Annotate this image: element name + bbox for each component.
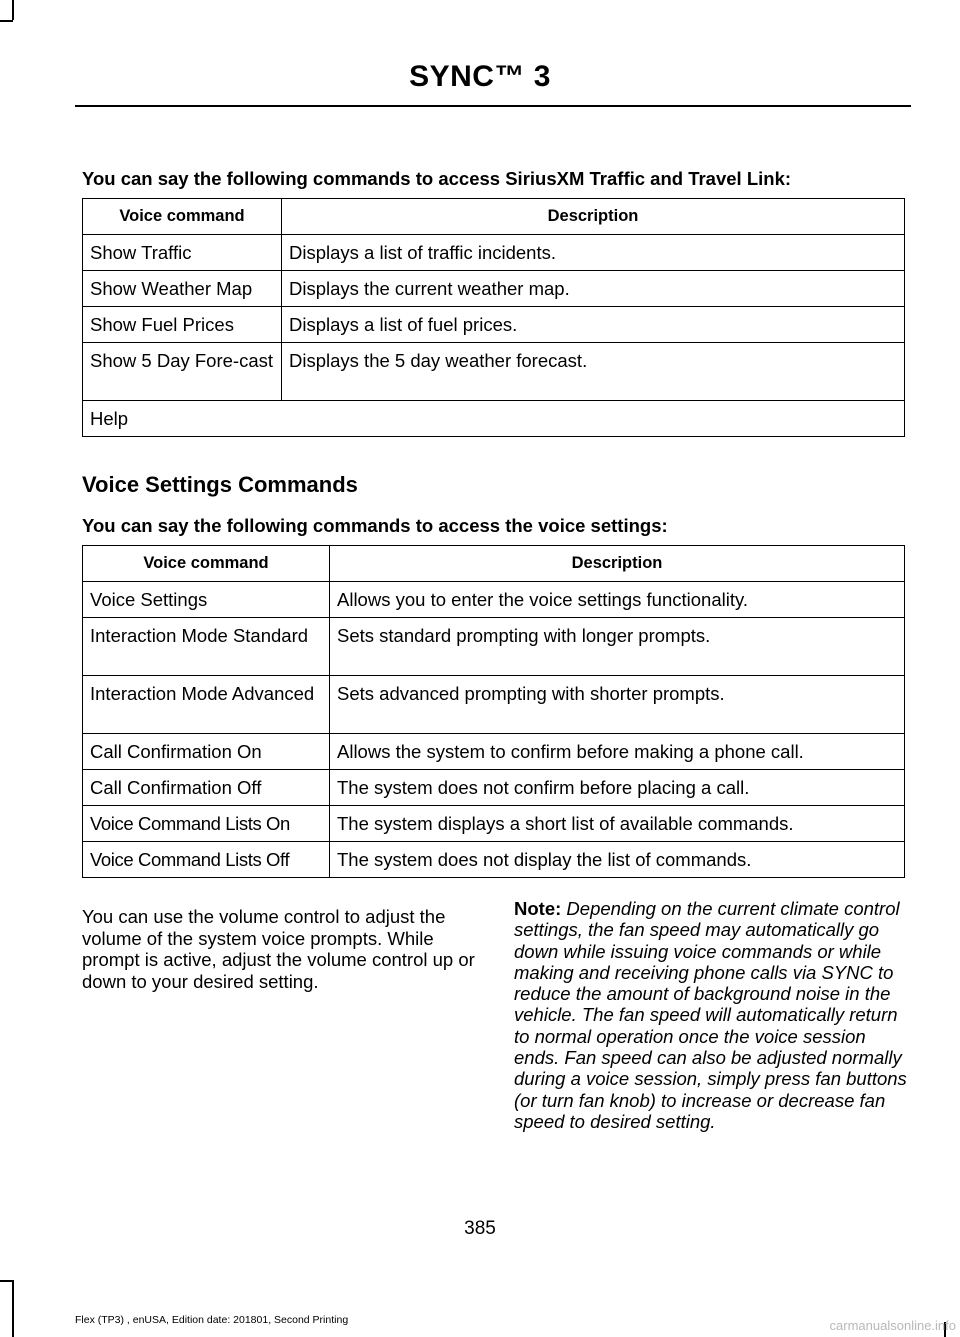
fan-speed-note (514, 898, 908, 1132)
description-cell: Displays a list of fuel prices. (282, 307, 905, 343)
description-cell: Displays the current weather map. (282, 271, 905, 307)
description-cell: The system displays a short list of available commands. (330, 806, 905, 842)
voice-settings-intro-text: You can say the following commands to access the voice settings: (82, 515, 668, 536)
traffic-intro-text: You can say the following commands to access SiriusXM Traffic and Travel Link: (82, 168, 792, 189)
table-row (83, 618, 905, 676)
table-row (83, 842, 905, 878)
table-header-row (83, 199, 905, 235)
voice-command-cell: Call Confirmation Off (83, 770, 330, 806)
section-title-voice-settings: Voice Settings Commands (82, 472, 358, 497)
voice-command-cell: Voice Settings (83, 582, 330, 618)
edition-footer: Flex (TP3) , enUSA, Edition date: 201801, Second Printing (75, 1314, 349, 1326)
table-row (83, 343, 905, 401)
header-divider (75, 105, 911, 107)
note-label: Note: (514, 898, 562, 919)
column-header-description: Description (330, 546, 905, 582)
description-cell: Allows you to enter the voice settings functionality. (330, 582, 905, 618)
description-cell: Allows the system to confirm before making a phone call. (330, 734, 905, 770)
voice-command-cell: Call Confirmation On (83, 734, 330, 770)
crop-mark-bottom-left-h (0, 1280, 13, 1282)
table-row (83, 806, 905, 842)
voice-command-cell: Interaction Mode Advanced (83, 676, 330, 734)
page-header-title: SYNC™ 3 (409, 60, 551, 93)
voice-command-cell: Interaction Mode Standard (83, 618, 330, 676)
voice-command-cell: Voice Command Lists On (83, 806, 330, 842)
crop-mark-bottom-left (12, 1280, 14, 1337)
table-row (83, 271, 905, 307)
description-cell: Sets advanced prompting with shorter prompts. (330, 676, 905, 734)
column-header-description: Description (282, 199, 905, 235)
table-row (83, 235, 905, 271)
table-row (83, 770, 905, 806)
voice-settings-commands-table (82, 545, 905, 878)
help-command-cell: Help (83, 401, 905, 437)
page-number: 385 (464, 1218, 496, 1239)
description-cell: The system does not confirm before placing a call. (330, 770, 905, 806)
description-cell: Sets standard prompting with longer prompts. (330, 618, 905, 676)
voice-command-cell: Show Weather Map (83, 271, 282, 307)
voice-command-cell: Voice Command Lists Off (83, 842, 330, 878)
traffic-commands-table (82, 198, 905, 437)
note-text: Depending on the current climate control settings, the fan speed may automatically go down while issuing voice commands or while making and receiving phone calls via SYNC to reduce the amount of background noise in the vehicle. The fan speed will automatically return to normal operation once the voice session ends. Fan speed can also be adjusted normally during a voice session, simply press fan buttons (or turn fan knob) to increase or decrease fan speed to desired setting. (514, 898, 907, 1132)
voice-command-cell: Show Traffic (83, 235, 282, 271)
column-header-voice-command: Voice command (83, 546, 330, 582)
description-cell: Displays the 5 day weather forecast. (282, 343, 905, 401)
table-row (83, 582, 905, 618)
voice-command-cell: Show 5 Day Fore-cast (83, 343, 282, 401)
crop-mark-top-left (12, 0, 14, 20)
watermark: carmanualsonline.info (829, 1318, 956, 1333)
table-row (83, 676, 905, 734)
table-header-row (83, 546, 905, 582)
table-row (83, 734, 905, 770)
table-row-help (83, 401, 905, 437)
volume-control-paragraph: You can use the volume control to adjust the volume of the system voice prompts. While prompt is active, adjust the volume control up or down to your desired setting. (82, 906, 475, 992)
crop-mark-top-left-h (0, 20, 13, 22)
description-cell: The system does not display the list of commands. (330, 842, 905, 878)
column-header-voice-command: Voice command (83, 199, 282, 235)
voice-command-cell: Show Fuel Prices (83, 307, 282, 343)
table-row (83, 307, 905, 343)
description-cell: Displays a list of traffic incidents. (282, 235, 905, 271)
